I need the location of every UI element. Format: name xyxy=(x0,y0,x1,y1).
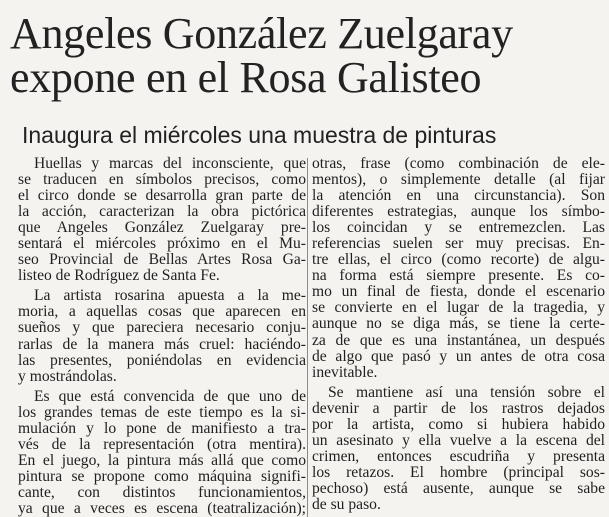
body-text-line: Se mantiene así una tensión sobre el xyxy=(328,384,605,401)
body-text-line: cante, con distintos funcionamientos, xyxy=(18,484,306,501)
body-text-line: sueños y que pareciera necesario conju- xyxy=(18,320,306,337)
body-text-line: moria, a aquellas cosas que aparecen en xyxy=(18,304,306,321)
body-text-line: mentos), o simplemente detalle (al fijar xyxy=(312,172,605,189)
body-text-line: Huellas y marcas del inconsciente, que xyxy=(34,156,306,172)
body-text-line: devenir a partir de los rastros dejados xyxy=(312,400,605,417)
body-text-line: ya que a veces es escena (teatralización); xyxy=(18,500,306,517)
body-text-line: por la artista, como si hubiera habido xyxy=(312,416,605,433)
body-text-line: sentará el miércoles próximo en el Mu- xyxy=(18,236,306,253)
body-text-line: diferentes estrategias, aunque los símbo- xyxy=(312,204,605,221)
body-text-line: los grandes temas de este tiempo es la si- xyxy=(18,404,306,421)
body-text-line: un asesinato y ella vuelve a la escena del xyxy=(312,432,605,449)
body-text-line: los coincidan y se entremezclen. Las xyxy=(312,220,605,237)
subtitle: Inaugura el miércoles una muestra de pinturas xyxy=(22,122,497,148)
body-text-line: y mostrándolas. xyxy=(18,368,117,385)
body-text-line: mulación y lo pone de manifiesto a tra- xyxy=(18,420,306,437)
body-text-line: la acción, caracterizan la obra pictórica xyxy=(18,204,306,221)
body-text-line: las presentes, poniéndolas en evidencia xyxy=(18,352,306,369)
body-text-line: na forma está siempre presente. Es co- xyxy=(312,268,605,285)
body-text-line: seo Provincial de Bellas Artes Rosa Ga- xyxy=(18,252,306,269)
body-text-line: listeo de Rodríguez de Santa Fe. xyxy=(18,268,220,285)
body-text-line: que Angeles González Zuelgaray pre- xyxy=(18,220,306,237)
body-text-line: otras, frase (como combinación de ele- xyxy=(312,156,605,172)
body-text-line: tre ellas, el circo (como recorte) de algu- xyxy=(312,252,605,269)
headline xyxy=(10,9,600,102)
body-text-line: referencias suelen ser muy precisas. En- xyxy=(312,236,605,253)
body-text-line: la atención en una circunstancia). Son xyxy=(312,188,605,205)
body-text-line: En el juego, la pintura más allá que como xyxy=(18,452,306,469)
body-text-line: inevitable. xyxy=(312,364,378,381)
body-text-line: crimen, entonces escudriña y presenta xyxy=(312,448,605,465)
body-text-line: vés de la representación (otra mentira). xyxy=(18,436,306,453)
body-text-line: pechoso) está ausente, aunque se sabe xyxy=(312,480,605,497)
left-column xyxy=(18,156,306,517)
headline-line-1: Angeles González Zuelgaray xyxy=(10,9,513,58)
body-text-line: Es que está convencida de que uno de xyxy=(34,388,306,405)
body-text-line: La artista rosarina apuesta a la me- xyxy=(34,288,306,305)
body-text-line: se traducen en símbolos precisos, como xyxy=(18,172,306,189)
body-text-line: pintura se propone como máquina signifi- xyxy=(18,468,306,485)
body-text-line: los retazos. El hombre (principal sos- xyxy=(312,464,605,481)
body-text-line: de su paso. xyxy=(312,496,381,513)
column-divider xyxy=(307,158,308,517)
body-text-line: aunque no se diga más, se tiene la certe- xyxy=(312,316,605,333)
right-column xyxy=(312,156,605,513)
body-text-line: mo un final de fiesta, donde el escenario xyxy=(312,284,605,301)
body-text-line: se convierte en el lugar de la tragedia, y xyxy=(312,300,605,317)
body-text-line: za de que es una instantánea, un después xyxy=(312,332,605,349)
body-text-line: rarlas de la manera más cruel: haciéndo- xyxy=(18,336,306,353)
body-text-line: el circo donde se desarrolla gran parte de xyxy=(18,188,306,205)
body-text-line: de algo que pasó y un antes de otra cosa xyxy=(312,348,605,365)
headline-line-2: expone en el Rosa Galisteo xyxy=(10,53,482,102)
